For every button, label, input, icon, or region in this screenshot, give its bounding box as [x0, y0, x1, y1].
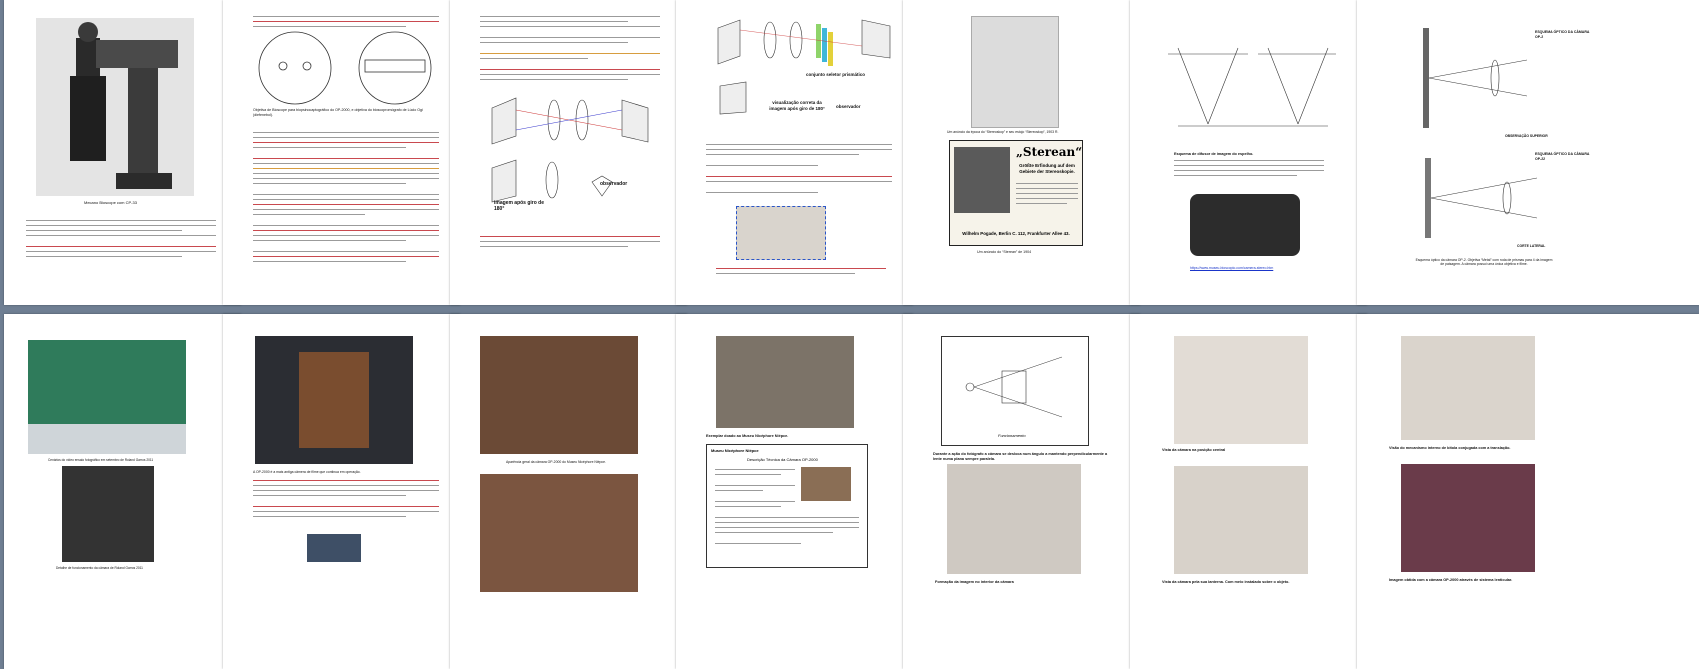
- page-6: [1130, 0, 1367, 305]
- optical-scheme-lateral: [1417, 148, 1547, 248]
- museum-document: [706, 444, 868, 568]
- page-4: [676, 0, 913, 305]
- page-10-caption: Aparência geral da câmara OP-2000 do Museu Nicéphore Niépce.: [506, 460, 606, 464]
- page-1: [4, 0, 241, 305]
- page-7-lateral-label: CORTE LATERAL: [1517, 244, 1546, 248]
- photo-man-with-camera: [36, 18, 194, 196]
- page-3: [450, 0, 687, 305]
- mirror-diagram: [716, 80, 766, 116]
- man-camera-illustration: [36, 18, 194, 196]
- camera-interior-render: [947, 464, 1081, 574]
- page-2-text: [253, 132, 439, 266]
- page-5: [903, 0, 1140, 305]
- sterean-camera-photo: [954, 147, 1010, 213]
- page-8-caption-1: Cenários do vídeo ensaio fotográfico em setembro de Roland Garros 2011: [48, 458, 154, 462]
- page-2-caption: Objetiva de Bioscope para biopsinocaptográfico do OP-2000, e objetiva do bioscopromógrafo de Lúcio Ogi (diefenebol).: [253, 108, 423, 117]
- page-6-caption: Esquema de difusor de imagem do espelho.: [1174, 152, 1254, 156]
- page-14: [1357, 314, 1699, 669]
- optical-scheme-top: [1417, 20, 1547, 140]
- page-7-bottom-caption: ESQUEMA ÓPTICO DA CÂMARA OP-22: [1535, 152, 1590, 161]
- page-14-caption-1: Visão do mecanismo interno de bitola conjugada com a translação.: [1389, 446, 1511, 450]
- sterean-ad-text: [1016, 183, 1078, 208]
- op2000-museum-photo-1: [480, 336, 638, 454]
- page-13-caption-2: Vista da câmara pela sua lanterna. Com meio instalado sobre o objeto.: [1162, 580, 1290, 584]
- stereo-viewer-photo: [1190, 194, 1300, 256]
- functioning-diagram: [941, 336, 1089, 446]
- prism-selector-diagram: [712, 16, 902, 76]
- document-text-2: [715, 517, 859, 548]
- page-5-ad1-caption: Um anúncio da época do “Stereoskop” e seu estojo “Stereoskop”, 1903 R.: [947, 130, 1059, 134]
- page-3-text-bottom: [480, 236, 660, 251]
- page-6-link[interactable]: https://www.museu-bioscopio.com/camera-stereo.htm: [1190, 266, 1274, 270]
- page-4-correct-view-caption: visualização correta da imagem após giro de 180°: [769, 100, 825, 111]
- page-11: [676, 314, 913, 669]
- functioning-label: Funcionamento: [998, 433, 1026, 438]
- photo-camera-diagram: [736, 206, 826, 260]
- page-7-superior-label: OBSERVAÇÃO SUPERIOR: [1505, 134, 1548, 138]
- camera-mechanism-photo: [62, 466, 154, 562]
- page-11-caption: Exemplar doado ao Museu Nicéphore Niépce.: [706, 434, 789, 438]
- page-9: [223, 314, 460, 669]
- op2000-museum-photo-2: [480, 474, 638, 592]
- stereoskop-ad-image: [971, 16, 1059, 128]
- sterean-title: „Sterean“: [1016, 145, 1083, 159]
- sterean-footer: Wilhelm Pogade, Berlin C. 112, Frankfurter Allee 43.: [962, 231, 1070, 236]
- camera-body: [299, 352, 369, 448]
- sterean-ad: [949, 140, 1083, 246]
- museum-plaque-photo: [307, 534, 361, 562]
- page-3-caption: imagem após giro de 180°: [494, 200, 545, 212]
- page-10: [450, 314, 687, 669]
- document-header: Museu Nicéphore Niépce: [711, 448, 759, 453]
- internal-mechanism-render: [1401, 336, 1535, 440]
- page-8-caption-2: Detalhe de funcionamento da câmara de Roland Garros 2011: [56, 566, 143, 570]
- camera-lantern-render: [1174, 466, 1308, 574]
- document-text: [715, 469, 795, 511]
- page-9-text: [253, 480, 439, 521]
- mirror-diffusion-diagram: [1158, 44, 1338, 134]
- page-7: [1357, 0, 1699, 305]
- page-4-prism-caption: conjunto seletor prismático: [806, 72, 866, 77]
- page-12-caption: Durante a ação do fotógrafo a câmara se desloca num ângulo a mantendo perpendicularmente a lente numa plana sempre paralela.: [933, 452, 1108, 461]
- page-13-caption-1: Vista da câmara na posição central: [1162, 448, 1226, 452]
- page-12-caption-2: Formação da imagem no interior da câmara: [935, 580, 1014, 584]
- page-14-caption-2: Imagem obtida com a câmara OP-2000 através de sistema lenticular.: [1389, 578, 1513, 582]
- op2000-front-photo: [255, 336, 413, 464]
- page-8: [4, 314, 241, 669]
- document-camera-photo: [801, 467, 851, 501]
- lens-diagrams: [253, 28, 443, 108]
- page-3-observer-label: observador: [600, 181, 628, 187]
- camera-central-render: [1174, 336, 1308, 444]
- page-5-ad2-caption: Um anúncio do “Sterean” de 1904: [977, 250, 1032, 254]
- page-1-text: [26, 220, 216, 261]
- page-9-caption: A OP-2000 é a mais antiga câmera de filme que continua em operação.: [253, 470, 361, 474]
- page-2: [223, 0, 460, 305]
- optical-diagram-1: [482, 96, 662, 146]
- page-1-caption: Mecano Bioscope com CP-33: [84, 200, 137, 205]
- page-12: [903, 314, 1140, 669]
- page-7-final-caption: Esquema óptico da câmara OP-2. Objetiva “Metal” com roda de prismas para 4 da imagem de paisagem. A câmara possui uma única objetiva e filme.: [1415, 258, 1553, 267]
- page-13: [1130, 314, 1367, 669]
- page-6-text: [1174, 160, 1324, 180]
- roland-garros-photo: [28, 340, 186, 454]
- museum-interior-photo: [716, 336, 854, 428]
- page-4-text: [706, 144, 892, 197]
- functioning-lines: [942, 337, 1088, 445]
- page-7-top-caption: ESQUEMA ÓPTICO DA CÂMARA OP-2: [1535, 30, 1590, 39]
- page-4-text-bottom: [716, 268, 886, 278]
- document-title: Descrição Técnica da Câmara OP-2000: [747, 457, 818, 462]
- orange-banner: [28, 424, 186, 454]
- page-4-observer-label: observador: [836, 104, 861, 109]
- lenticular-image-photo: [1401, 464, 1535, 572]
- page-3-text-top: [480, 16, 660, 84]
- sterean-subtitle: Größte Erfindung auf dem Gebiete der Stereoskopie.: [1019, 163, 1075, 174]
